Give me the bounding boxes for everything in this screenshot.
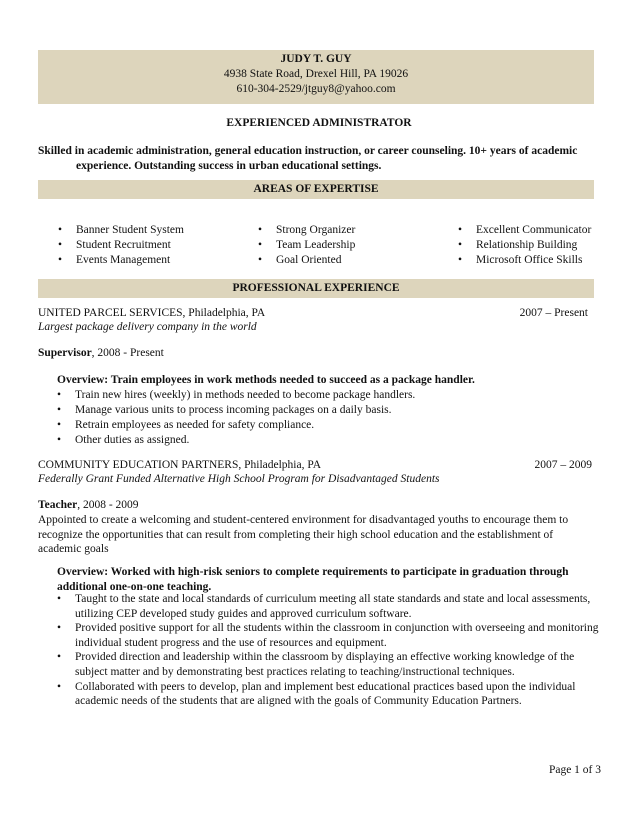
job2-role-title: Teacher	[38, 499, 78, 511]
expertise-list-3	[458, 223, 591, 268]
contact-info: 610-304-2529/jtguy8@yahoo.com	[236, 83, 396, 95]
list-item: • Collaborated with peers to develop, plan and implement best educational practices based upon the individual academic needs of the students that are aligned with the goals of Community Education Partners.	[57, 680, 602, 709]
job1-role-dates: , 2008 - Present	[91, 347, 164, 359]
list-item: • Events Management	[58, 253, 184, 268]
list-item: • Retrain employees as needed for safety compliance.	[57, 418, 597, 433]
job1-company: UNITED PARCEL SERVICES, Philadelphia, PA	[38, 307, 266, 319]
list-item: • Manage various units to process incoming packages on a daily basis.	[57, 403, 597, 418]
list-item: • Student Recruitment	[58, 238, 184, 253]
job2-description: Federally Grant Funded Alternative High School Program for Disadvantaged Students	[38, 473, 440, 485]
job2-company: COMMUNITY EDUCATION PARTNERS, Philadelphia, PA	[38, 459, 321, 471]
section-experience: PROFESSIONAL EXPERIENCE	[38, 279, 594, 298]
job2-intro: Appointed to create a welcoming and student-centered environment for disadvantaged youths to encourage them to recognize the opportunities that can result from completing their high school education and the establishment of academic goals	[38, 514, 569, 556]
header-band	[38, 50, 594, 104]
list-item: • Excellent Communicator	[458, 223, 591, 238]
list-item: • Other duties as assigned.	[57, 433, 597, 448]
expertise-list-2	[258, 223, 355, 268]
job2-duties	[57, 592, 602, 709]
page-number: Page 1 of 3	[548, 764, 601, 776]
job2-role-dates: , 2008 - 2009	[77, 499, 139, 511]
job1-description: Largest package delivery company in the world	[38, 321, 257, 333]
job1-duties	[57, 388, 597, 448]
list-item: • Microsoft Office Skills	[458, 253, 591, 268]
headline: EXPERIENCED ADMINISTRATOR	[226, 117, 412, 129]
job1-overview: Overview: Train employees in work methods needed to succeed as a package handler.	[57, 374, 475, 386]
summary-line-1: Skilled in academic administration, general education instruction, or career counseling. 10+ years of academic	[38, 145, 578, 157]
list-item: • Goal Oriented	[258, 253, 355, 268]
job1-role	[38, 347, 164, 359]
job1-role-title: Supervisor	[38, 347, 92, 359]
address: 4938 State Road, Drexel Hill, PA 19026	[223, 68, 409, 80]
list-item: • Taught to the state and local standards of curriculum meeting all state standards and state and local assessments, utilizing CEP developed study guides and approved curriculum software.	[57, 592, 602, 621]
job2-overview: Overview: Worked with high-risk seniors to complete requirements to participate in graduation through additional one-on-one teaching.	[57, 566, 569, 593]
list-item: • Train new hires (weekly) in methods needed to become package handlers.	[57, 388, 597, 403]
list-item: • Team Leadership	[258, 238, 355, 253]
candidate-name: JUDY T. GUY	[280, 53, 352, 65]
list-item: • Banner Student System	[58, 223, 184, 238]
job2-role	[38, 499, 139, 511]
summary-line-2: experience. Outstanding success in urban educational settings.	[76, 159, 382, 172]
list-item: • Strong Organizer	[258, 223, 355, 238]
list-item: • Relationship Building	[458, 238, 591, 253]
job2-dates: 2007 – 2009	[534, 459, 592, 471]
summary	[38, 144, 598, 173]
section-expertise: AREAS OF EXPERTISE	[38, 180, 594, 199]
expertise-list-1	[58, 223, 184, 268]
list-item: • Provided positive support for all the students within the classroom in conjunction with overseeing and monitoring individual student progress and the use of resources and equipment.	[57, 621, 602, 650]
job1-dates: 2007 – Present	[519, 307, 588, 319]
list-item: • Provided direction and leadership within the classroom by displaying an effective working knowledge of the subject matter and by demonstrating best practices relating to teaching/instructional techniques.	[57, 650, 602, 679]
